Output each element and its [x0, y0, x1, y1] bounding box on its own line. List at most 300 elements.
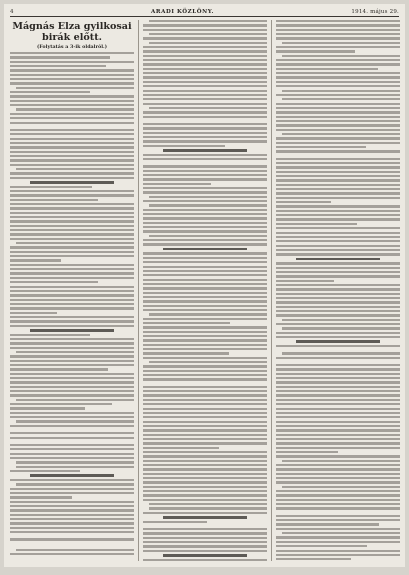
text-line — [143, 344, 267, 346]
text-line — [143, 499, 267, 501]
text-line — [143, 365, 267, 367]
text-line — [276, 545, 367, 547]
text-line — [143, 442, 267, 444]
text-line — [10, 312, 57, 314]
text-line — [276, 232, 400, 234]
text-line — [10, 251, 134, 253]
section-heading-line — [30, 474, 114, 477]
text-line — [276, 377, 400, 379]
text-line — [149, 33, 267, 35]
text-line — [143, 412, 267, 414]
text-line — [10, 505, 134, 507]
text-line — [143, 59, 267, 61]
text-line — [10, 407, 85, 409]
text-line — [10, 194, 134, 196]
text-line — [143, 140, 267, 142]
text-line — [276, 416, 400, 418]
section-heading-line — [163, 248, 247, 251]
text-line — [276, 425, 400, 427]
text-line — [10, 155, 134, 157]
text-line — [276, 306, 400, 308]
text-line — [10, 518, 134, 520]
text-line — [276, 507, 400, 509]
text-line — [276, 477, 400, 479]
masthead: ARADI KÖZLÖNY. — [151, 9, 214, 15]
section-heading-line — [163, 554, 247, 557]
section-heading-line — [296, 258, 380, 261]
text-line — [10, 233, 134, 235]
text-line — [143, 127, 267, 129]
text-line — [143, 46, 267, 48]
text-line — [276, 240, 400, 242]
text-line — [276, 442, 400, 444]
text-line — [276, 227, 400, 229]
text-line — [276, 293, 400, 295]
text-line — [143, 352, 229, 354]
text-line — [143, 266, 267, 268]
text-line — [276, 345, 400, 347]
text-line — [276, 421, 400, 423]
text-line — [276, 85, 400, 87]
text-line — [10, 522, 134, 524]
text-line — [10, 416, 134, 418]
text-line — [276, 314, 400, 316]
text-line — [276, 63, 400, 65]
text-line — [143, 559, 267, 561]
text-line — [143, 132, 267, 134]
text-line — [143, 24, 267, 26]
text-line — [276, 24, 400, 26]
text-line — [10, 325, 134, 327]
column-divider — [138, 20, 139, 561]
text-line — [276, 223, 357, 225]
text-line — [276, 408, 400, 410]
column-2 — [143, 20, 267, 563]
text-line — [276, 236, 400, 238]
text-line — [276, 528, 400, 530]
text-line — [143, 274, 267, 276]
text-line — [276, 120, 400, 122]
text-line — [149, 361, 267, 363]
text-line — [10, 82, 134, 84]
text-line — [10, 377, 134, 379]
text-line — [143, 512, 267, 514]
text-line — [143, 85, 267, 87]
text-line — [10, 177, 134, 179]
text-line — [143, 136, 267, 138]
text-line — [143, 270, 267, 272]
text-line — [10, 268, 134, 270]
section-heading-line — [163, 149, 247, 152]
text-line — [276, 364, 400, 366]
text-line — [143, 429, 267, 431]
text-line — [143, 183, 211, 185]
text-line — [10, 52, 134, 54]
text-line — [143, 239, 267, 241]
text-line — [276, 197, 400, 199]
text-line — [16, 399, 134, 401]
text-line — [276, 523, 379, 525]
text-line — [276, 473, 400, 475]
text-line — [10, 164, 134, 166]
text-line — [276, 499, 400, 501]
text-line — [276, 249, 400, 251]
text-line — [10, 255, 134, 257]
text-line — [276, 146, 366, 148]
text-line — [10, 342, 134, 344]
page-header — [10, 7, 399, 16]
text-line — [143, 90, 267, 92]
text-line — [149, 503, 267, 505]
text-line — [282, 319, 400, 321]
text-line — [10, 531, 134, 533]
text-line — [143, 50, 267, 52]
text-line — [276, 481, 400, 483]
text-line — [143, 477, 267, 479]
text-line — [10, 238, 134, 240]
text-line — [143, 213, 267, 215]
text-line — [276, 386, 400, 388]
text-line — [10, 338, 134, 340]
text-line — [276, 412, 400, 414]
text-line — [10, 117, 134, 119]
text-line — [10, 277, 134, 279]
text-line — [143, 154, 267, 156]
text-line — [143, 279, 267, 281]
text-line — [143, 300, 267, 302]
text-line — [10, 347, 134, 349]
text-line — [143, 94, 267, 96]
text-line — [276, 29, 400, 31]
text-line — [10, 190, 134, 192]
column-1-text — [10, 52, 134, 555]
text-line — [149, 107, 267, 109]
text-line — [282, 460, 400, 462]
text-line — [10, 437, 134, 439]
text-line — [276, 455, 400, 457]
text-line — [276, 201, 331, 203]
text-line — [16, 549, 134, 551]
text-line — [276, 214, 400, 216]
text-line — [143, 399, 267, 401]
text-line — [143, 521, 207, 523]
text-line — [276, 536, 400, 538]
text-line — [143, 123, 267, 125]
text-line — [10, 246, 134, 248]
text-line — [276, 150, 400, 152]
text-line — [143, 296, 267, 298]
text-line — [16, 483, 134, 485]
text-line — [276, 218, 400, 220]
text-line — [10, 129, 134, 131]
text-line — [149, 235, 267, 237]
text-line — [143, 374, 267, 376]
text-line — [10, 225, 134, 227]
text-line — [143, 209, 267, 211]
text-line — [143, 386, 267, 388]
text-line — [10, 381, 134, 383]
text-line — [276, 357, 400, 359]
text-line — [282, 55, 400, 57]
text-line — [143, 81, 267, 83]
text-line — [10, 368, 108, 370]
text-line — [16, 351, 134, 353]
text-line — [10, 412, 134, 414]
column-3-text — [276, 20, 400, 563]
text-line — [143, 226, 267, 228]
text-line — [10, 229, 134, 231]
text-line — [276, 81, 400, 83]
text-line — [276, 137, 400, 139]
text-line — [143, 243, 267, 245]
text-line — [10, 281, 98, 283]
text-line — [276, 188, 400, 190]
text-line — [10, 286, 134, 288]
text-line — [143, 111, 267, 113]
text-line — [10, 272, 134, 274]
text-line — [143, 98, 267, 100]
text-line — [276, 271, 400, 273]
text-line — [276, 490, 400, 492]
issue-date: 1914. május 29. — [351, 9, 399, 15]
text-line — [143, 29, 267, 31]
text-line — [143, 528, 267, 530]
article-subtitle: (Folytatás a 3-ik oldalról.) — [10, 44, 134, 50]
text-line — [143, 116, 267, 118]
text-line — [276, 447, 400, 449]
text-line — [10, 91, 90, 93]
text-line — [10, 203, 134, 205]
text-line — [143, 322, 230, 324]
text-line — [143, 490, 267, 492]
text-line — [10, 74, 134, 76]
text-line — [143, 37, 267, 39]
text-line — [276, 142, 400, 144]
text-line — [149, 196, 267, 198]
text-line — [276, 558, 351, 560]
text-line — [10, 316, 134, 318]
text-line — [276, 390, 400, 392]
text-line — [149, 42, 267, 44]
text-line — [10, 373, 134, 375]
text-line — [10, 56, 110, 58]
text-line — [143, 145, 225, 147]
text-line — [276, 464, 400, 466]
text-line — [10, 142, 134, 144]
text-line — [10, 457, 134, 459]
text-line — [282, 327, 400, 329]
text-line — [276, 184, 400, 186]
text-line — [276, 310, 400, 312]
text-line — [276, 381, 400, 383]
text-line — [10, 553, 134, 555]
text-line — [10, 216, 134, 218]
text-line — [10, 386, 134, 388]
text-line — [276, 434, 400, 436]
text-line — [276, 503, 400, 505]
text-line — [149, 507, 267, 509]
text-line — [143, 217, 267, 219]
text-line — [276, 33, 400, 35]
text-line — [143, 390, 267, 392]
text-line — [276, 394, 400, 396]
text-line — [276, 94, 400, 96]
text-line — [276, 519, 400, 521]
text-line — [143, 357, 267, 359]
text-line — [10, 479, 134, 481]
text-line — [10, 122, 134, 124]
text-line — [276, 124, 400, 126]
text-line — [276, 107, 400, 109]
text-line — [276, 438, 400, 440]
text-line — [143, 261, 267, 263]
text-line — [276, 403, 400, 405]
text-line — [10, 492, 134, 494]
text-line — [10, 394, 134, 396]
text-line — [10, 220, 134, 222]
text-line — [10, 100, 134, 102]
text-line — [16, 461, 134, 463]
text-line — [10, 186, 92, 188]
text-line — [276, 280, 334, 282]
text-line — [276, 20, 400, 22]
text-line — [282, 133, 400, 135]
text-line — [10, 290, 134, 292]
text-line — [143, 460, 267, 462]
text-line — [10, 444, 134, 446]
text-line — [10, 364, 134, 366]
text-line — [143, 494, 267, 496]
text-line — [276, 336, 400, 338]
text-line — [276, 210, 400, 212]
text-line — [276, 541, 400, 543]
text-line — [143, 537, 267, 539]
text-line — [10, 61, 134, 63]
text-line — [16, 420, 134, 422]
text-line — [10, 104, 134, 106]
text-line — [143, 309, 267, 311]
text-line — [276, 192, 400, 194]
text-line — [276, 129, 400, 131]
text-line — [143, 455, 267, 457]
text-line — [143, 331, 267, 333]
column-1 — [10, 20, 134, 563]
text-line — [276, 494, 400, 496]
text-line — [10, 527, 134, 529]
text-line — [143, 305, 267, 307]
text-line — [276, 116, 400, 118]
text-line — [10, 159, 134, 161]
text-line — [276, 515, 400, 517]
text-line — [143, 541, 267, 543]
text-line — [143, 468, 267, 470]
header-rule — [10, 16, 399, 17]
text-line — [10, 113, 134, 115]
text-line — [143, 72, 267, 74]
text-line — [10, 151, 134, 153]
text-line — [16, 466, 134, 468]
text-line — [276, 301, 400, 303]
text-line — [10, 501, 134, 503]
text-line — [10, 69, 134, 71]
text-line — [143, 416, 267, 418]
text-line — [10, 355, 134, 357]
text-line — [10, 212, 134, 214]
article-title: Mágnás Elza gyilkosai birák előtt. — [10, 21, 134, 43]
text-line — [143, 292, 267, 294]
page-number: 4 — [10, 9, 14, 15]
text-line — [143, 191, 267, 193]
text-line — [276, 323, 400, 325]
text-line — [282, 532, 400, 534]
text-line — [276, 166, 400, 168]
section-heading-line — [30, 181, 114, 184]
text-line — [10, 538, 134, 540]
text-line — [16, 168, 134, 170]
text-line — [10, 509, 134, 511]
text-line — [143, 421, 267, 423]
text-line — [143, 447, 219, 449]
text-line — [276, 284, 400, 286]
text-line — [10, 78, 134, 80]
text-line — [143, 63, 267, 65]
text-line — [143, 378, 267, 380]
text-line — [143, 403, 267, 405]
text-line — [10, 403, 112, 405]
text-line — [276, 50, 355, 52]
text-line — [143, 318, 267, 320]
text-line — [143, 165, 267, 167]
text-line — [276, 179, 400, 181]
text-line — [276, 72, 400, 74]
text-line — [149, 20, 267, 22]
text-line — [282, 42, 400, 44]
text-line — [143, 481, 267, 483]
text-line — [10, 294, 134, 296]
text-line — [10, 172, 134, 174]
text-line — [143, 158, 267, 160]
text-line — [276, 111, 400, 113]
column-3 — [276, 20, 400, 563]
text-line — [143, 550, 267, 552]
text-line — [10, 425, 134, 427]
text-line — [276, 245, 400, 247]
text-line — [276, 468, 400, 470]
text-line — [10, 390, 134, 392]
text-line — [276, 158, 400, 160]
text-line — [10, 453, 134, 455]
text-line — [143, 252, 267, 254]
text-line — [10, 207, 134, 209]
text-line — [276, 288, 400, 290]
text-line — [143, 326, 267, 328]
text-line — [143, 486, 267, 488]
text-line — [10, 199, 98, 201]
text-line — [10, 138, 134, 140]
text-line — [143, 55, 267, 57]
text-line — [143, 283, 267, 285]
text-line — [276, 103, 400, 105]
text-line — [276, 59, 400, 61]
text-line — [143, 187, 267, 189]
text-line — [276, 550, 400, 552]
column-2-text — [143, 20, 267, 563]
text-line — [276, 332, 400, 334]
text-line — [276, 46, 400, 48]
text-line — [143, 348, 267, 350]
text-line — [282, 352, 400, 354]
text-line — [143, 174, 267, 176]
